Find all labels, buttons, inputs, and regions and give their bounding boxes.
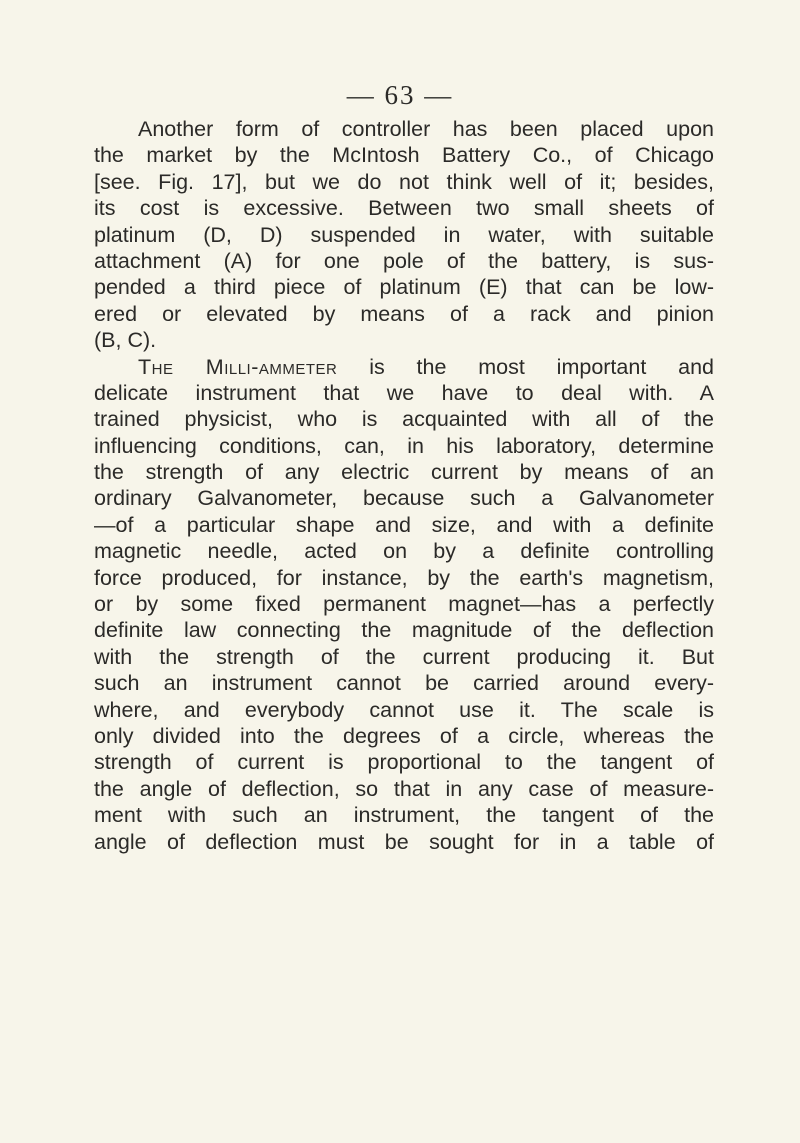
text-line: definite law connecting the magnitude of the deflection	[94, 618, 714, 643]
text-line: its cost is excessive. Between two small sheets of	[94, 196, 714, 221]
text-line: Another form of controller has been placed upon	[138, 117, 714, 141]
text-line: ered or elevated by means of a rack and pinion	[94, 301, 714, 326]
text-line: the strength of any electric current by means of an	[94, 460, 714, 485]
text-line: strength of current is proportional to the tangent of	[94, 750, 714, 775]
text-line: ordinary Galvanometer, because such a Galvanometer	[94, 486, 714, 511]
text-line: trained physicist, who is acquainted with all of the	[94, 407, 714, 432]
text-line: attachment (A) for one pole of the battery, is sus-	[94, 248, 714, 273]
text-line: the angle of deflection, so that in any case of measure-	[94, 776, 714, 801]
text-line: platinum (D, D) suspended in water, with suitable	[94, 222, 714, 247]
text-line: [see. Fig. 17], but we do not think well of it; besides,	[94, 169, 714, 194]
text-line: influencing conditions, can, in his laboratory, determine	[94, 433, 714, 458]
text-line: (B, C).	[94, 328, 157, 353]
text-line: the market by the McIntosh Battery Co., of Chicago	[94, 143, 714, 168]
text-line: delicate instrument that we have to deal with. A	[94, 380, 714, 405]
body-text	[94, 116, 714, 855]
text-line: ment with such an instrument, the tangent of the	[94, 803, 714, 828]
text-line: angle of deflection must be sought for in a table of	[94, 829, 714, 854]
paragraph-controller	[94, 116, 714, 354]
text-line: force produced, for instance, by the earth's magnetism,	[94, 565, 714, 590]
text-line: such an instrument cannot be carried around every-	[94, 671, 714, 696]
text-line: pended a third piece of platinum (E) that can be low-	[94, 275, 714, 300]
text-line: where, and everybody cannot use it. The scale is	[94, 697, 714, 722]
text-line: only divided into the degrees of a circle, whereas the	[94, 723, 714, 748]
text-line: magnetic needle, acted on by a definite controlling	[94, 539, 714, 564]
text-line: with the strength of the current producing it. But	[94, 644, 714, 669]
page-number: — 63 —	[346, 80, 454, 110]
section-lead: The Milli-ammeter	[138, 354, 338, 379]
text-line: —of a particular shape and size, and with a definite	[94, 512, 714, 537]
paragraph-milli-ammeter	[94, 354, 714, 855]
lead-rest: is the most important and	[337, 354, 714, 379]
text-line: or by some fixed permanent magnet—has a perfectly	[94, 592, 714, 617]
text-line-lead	[94, 354, 714, 380]
